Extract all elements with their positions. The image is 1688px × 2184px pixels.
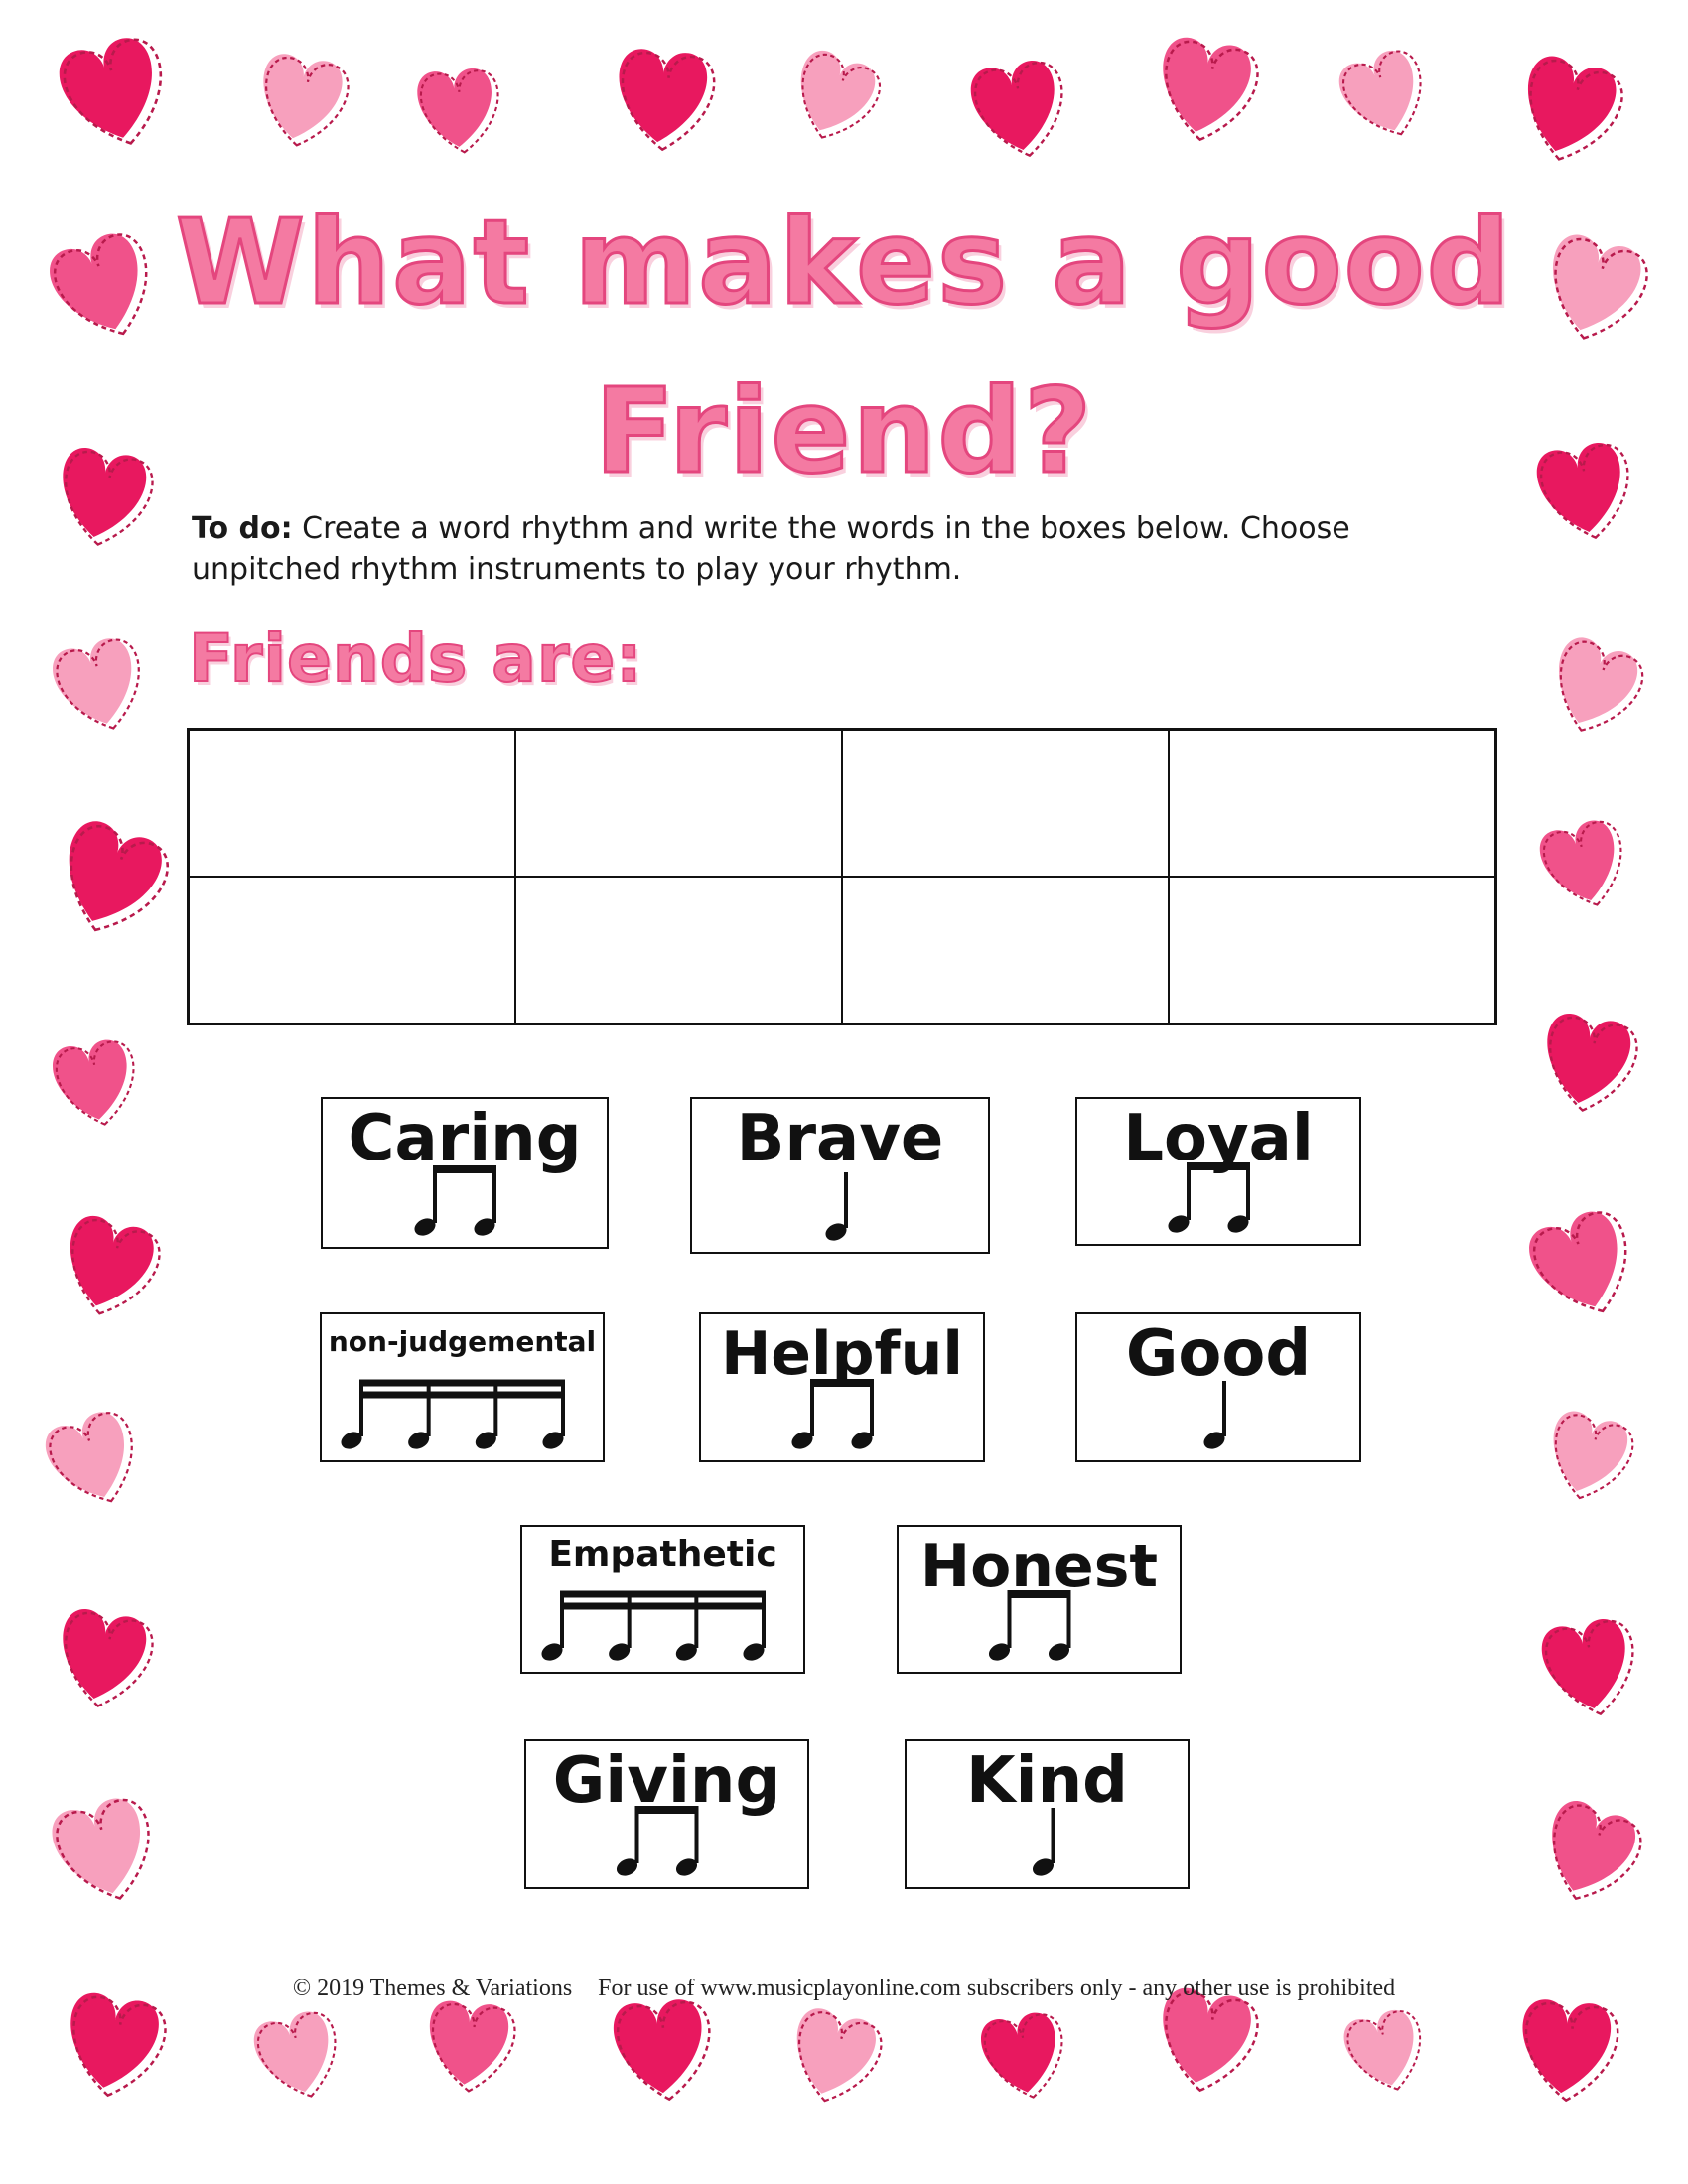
word-card[interactable] [699,1312,985,1462]
word-card[interactable] [1075,1097,1361,1246]
heart-icon [1151,34,1262,147]
rhythm-notation [701,1369,983,1458]
answer-box[interactable] [1169,730,1495,877]
title-line-1: What makes a good [175,194,1513,331]
answer-box[interactable] [189,730,515,877]
answer-box[interactable] [842,877,1169,1024]
heart-icon [1536,1011,1641,1118]
heart-icon [54,31,178,157]
word-card[interactable] [1075,1312,1361,1462]
heart-icon [1531,1795,1648,1913]
heart-icon [1539,632,1649,745]
rhythm-notation [322,1369,603,1458]
heart-icon [47,815,177,947]
word-card[interactable] [520,1525,805,1674]
word-label: Good [1125,1317,1312,1391]
heart-icon [55,1211,166,1324]
instructions [192,508,1443,590]
instructions-text: Create a word rhythm and write the words in the boxes below. Choose unpitched rhythm instruments to play your rhythm. [192,511,1350,587]
rhythm-notation [907,1796,1188,1885]
friends-are-heading: Friends are: [189,620,643,697]
rhythm-answer-grid [187,728,1497,1025]
heart-icon [59,1989,170,2103]
heart-icon [782,46,887,151]
answer-box[interactable] [1169,877,1495,1024]
heart-icon [1535,815,1634,916]
heart-icon [50,1036,143,1132]
heart-icon [415,67,502,156]
copyright: © 2019 Themes & Variations [292,1976,573,2001]
heart-icon [1339,2004,1433,2099]
heart-icon [781,2004,887,2112]
answer-box[interactable] [842,730,1169,877]
heart-icon [967,56,1072,163]
heart-icon [1522,1203,1645,1328]
heart-icon [52,1606,157,1713]
word-card[interactable] [524,1739,809,1889]
heart-icon [1511,52,1629,172]
word-label: Honest [919,1532,1159,1601]
usage-notice: For use of www.musicplayonline.com subscribers only - any other use is prohibited [598,1976,1396,2001]
word-card[interactable] [321,1097,609,1249]
word-card[interactable] [320,1312,605,1462]
answer-box[interactable] [515,730,842,877]
heart-icon [424,1999,516,2095]
rhythm-notation [526,1796,807,1885]
answer-box[interactable] [189,877,515,1024]
heart-icon [612,1997,715,2104]
word-card[interactable] [897,1525,1182,1674]
rhythm-notation [692,1160,988,1250]
word-label: Loyal [1123,1102,1314,1175]
heart-icon [40,1405,150,1517]
heart-icon [47,1792,165,1912]
word-label: Giving [552,1744,781,1818]
heart-icon [1539,1407,1638,1508]
rhythm-notation [899,1580,1180,1670]
word-label: non-judgemental [328,1325,597,1358]
rhythm-notation [1077,1369,1359,1458]
word-label: Kind [966,1744,1128,1818]
heart-icon [1334,43,1438,148]
heart-icon [978,2009,1071,2105]
word-label: Empathetic [548,1534,777,1574]
word-label: Brave [736,1102,944,1175]
answer-box[interactable] [515,877,842,1024]
heart-icon [48,632,153,740]
word-card[interactable] [905,1739,1190,1889]
rhythm-notation [323,1156,607,1245]
heart-icon [1516,1997,1619,2104]
copyright-footer [0,1976,1688,2002]
word-label: Helpful [721,1319,963,1389]
heart-icon [1538,1614,1643,1721]
heart-icon [253,51,352,152]
heart-icon [613,47,716,153]
title-line-2: Friend? [594,362,1094,499]
word-card[interactable] [690,1097,990,1254]
rhythm-notation [522,1580,803,1670]
heart-icon [249,2006,349,2108]
instructions-label: To do: [192,511,293,546]
word-label: Caring [348,1102,582,1175]
rhythm-notation [1077,1153,1359,1242]
